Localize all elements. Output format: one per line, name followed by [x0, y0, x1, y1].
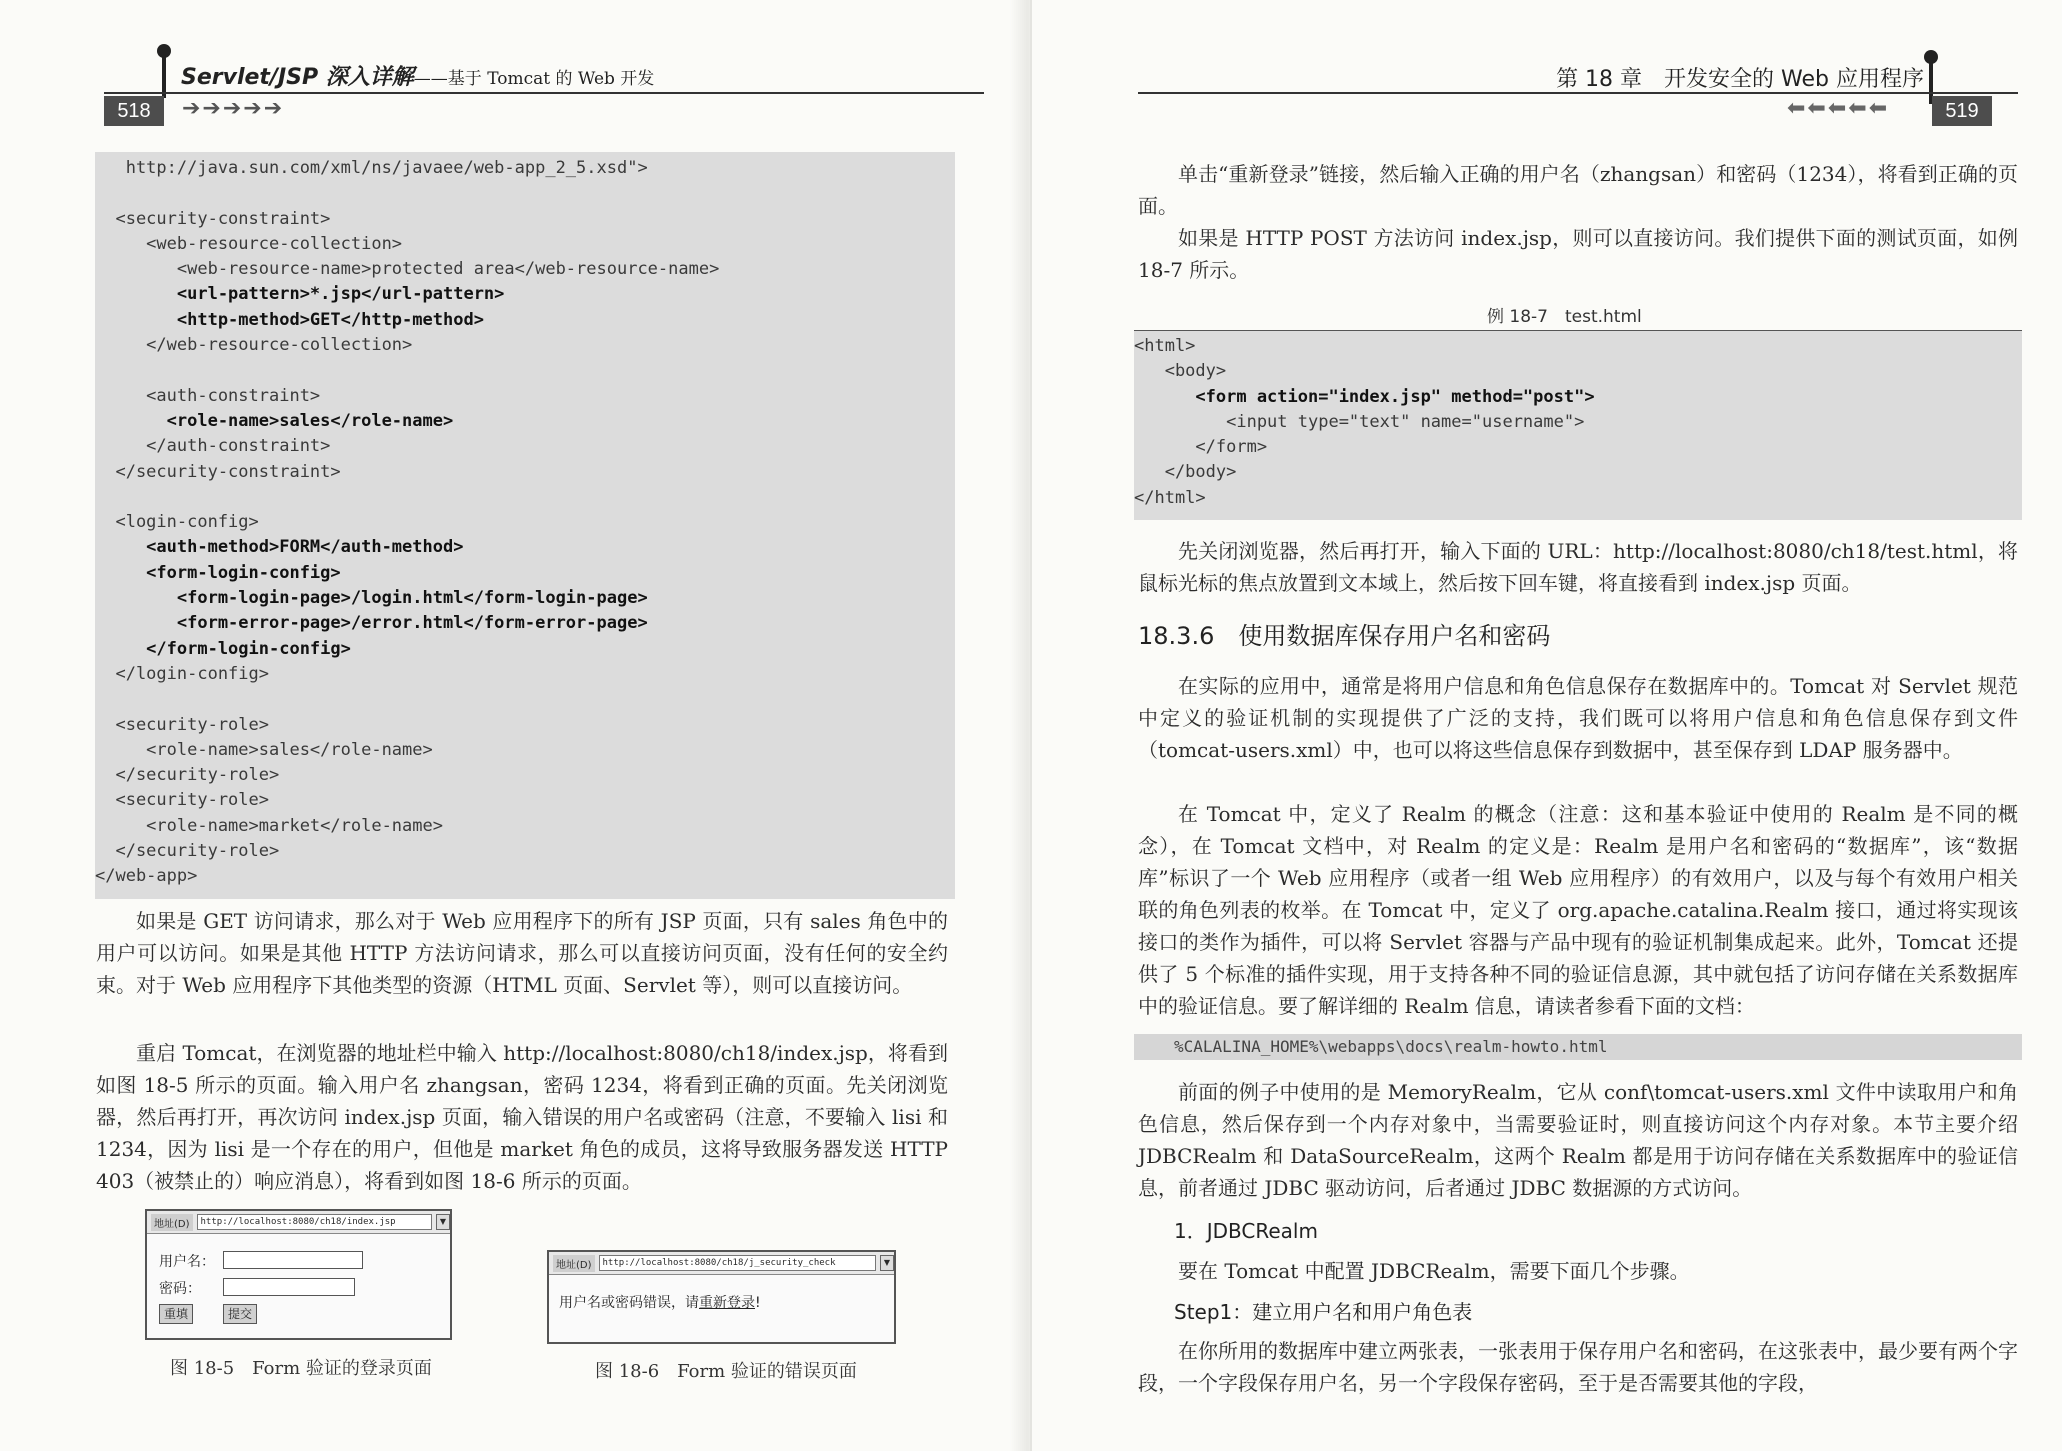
- book-title: Servlet/JSP 深入详解: [181, 65, 414, 90]
- header-pin-icon: [162, 50, 166, 98]
- password-input[interactable]: [223, 1278, 355, 1296]
- error-text-end: !: [755, 1295, 761, 1311]
- address-bar: [147, 1211, 450, 1234]
- paragraph-memory-realm: 前面的例子中使用的是 MemoryRealm，它从 conf\tomcat-users.xml 文件中读取用户和角色信息，然后保存到一个内存对象中，当需要验证时，则直接访问这个内存对象。本节主要介绍 JDBCRealm 和 DataSourceRealm，这两个 Realm 都是用于访问存储在关系数据库中的验证信息，前者通过 JDBC 驱动访问，后者通过 JDBC 数据源的方式访问。: [1138, 1080, 2018, 1200]
- section-title-18-3-6: 18.3.6 使用数据库保存用户名和密码: [1138, 622, 1551, 650]
- code-line: <http-method>GET</http-method>: [95, 309, 484, 330]
- figure-18-5-caption: 图 18-5 Form 验证的登录页面: [170, 1358, 432, 1379]
- code-line: <input type="text" name="username">: [1134, 411, 1585, 432]
- figure-18-6-caption: 图 18-6 Form 验证的错误页面: [595, 1361, 857, 1382]
- relogin-link[interactable]: 重新登录: [699, 1295, 755, 1311]
- code-line: </body>: [1134, 462, 1237, 483]
- code-line: <auth-constraint>: [95, 385, 321, 406]
- code-line: <role-name>market</role-name>: [95, 815, 443, 836]
- address-url[interactable]: http://localhost:8080/ch18/index.jsp: [197, 1214, 432, 1230]
- code-line: </login-config>: [95, 663, 269, 684]
- left-arrows-icon: ➔➔➔➔➔: [182, 96, 285, 121]
- left-header-rule: [104, 92, 984, 94]
- address-label: 地址(D): [553, 1255, 595, 1272]
- code-line: http://java.sun.com/xml/ns/javaee/web-app_2_5.xsd">: [95, 158, 648, 178]
- left-page: [0, 0, 1030, 1451]
- code-line: <auth-method>FORM</auth-method>: [95, 537, 464, 558]
- code-line: <security-role>: [95, 714, 269, 735]
- code-line: <form-login-config>: [95, 562, 341, 583]
- web-xml-code-block: [95, 152, 955, 899]
- code-line: </form>: [1134, 437, 1268, 458]
- reset-button[interactable]: 重填: [159, 1304, 193, 1324]
- code-line: </web-resource-collection>: [95, 335, 413, 356]
- code-line: <login-config>: [95, 512, 259, 533]
- paragraph-get-access: 如果是 GET 访问请求，那么对于 Web 应用程序下的所有 JSP 页面，只有 sales 角色中的用户可以访问。如果是其他 HTTP 方法访问请求，那么可以直接访问页面，没有任何的安全约束。对于 Web 应用程序下其他类型的资源（HTML 页面、Servlet 等），则可以直接访问。: [96, 909, 948, 997]
- book-subtitle: ——基于 Tomcat 的 Web 开发: [413, 69, 655, 89]
- right-header-rule: [1138, 92, 2018, 94]
- code-line: <form-error-page>/error.html</form-error-page>: [95, 613, 648, 634]
- paragraph-test-url: 先关闭浏览器，然后再打开，输入下面的 URL：http://localhost:8080/ch18/test.html，将鼠标光标的焦点放置到文本域上，然后按下回车键，将直接看到 index.jsp 页面。: [1138, 539, 2018, 595]
- right-arrows-icon: ⬅⬅⬅⬅⬅: [1787, 96, 1890, 121]
- paragraph-restart-tomcat: 重启 Tomcat，在浏览器的地址栏中输入 http://localhost:8080/ch18/index.jsp，将看到如图 18-5 所示的页面。输入用户名 zhangsan，密码 1234，将看到正确的页面。先关闭浏览器，然后再打开，再次访问 index.jsp 页面，输入错误的用户名或密码（注意，不要输入 lisi 和 1234，因为 lisi 是一个存在的用户，但他是 market 角色的成员，这将导致服务器发送 HTTP 403（被禁止的）响应消息），将看到如图 18-6 所示的页面。: [96, 1041, 948, 1193]
- code-line: <web-resource-name>protected area</web-resource-name>: [95, 259, 720, 280]
- example-18-7-caption: 例 18-7 test.html: [1487, 307, 1642, 327]
- code-line: </security-role>: [95, 841, 280, 862]
- left-running-header: [181, 60, 654, 91]
- code-line: [95, 687, 955, 712]
- code-line: </security-role>: [95, 765, 280, 786]
- code-line: [95, 181, 955, 206]
- step1-heading: Step1：建立用户名和用户角色表: [1174, 1300, 1473, 1324]
- test-html-code-block: [1134, 330, 2022, 520]
- code-line: [95, 358, 955, 383]
- code-line: <security-constraint>: [95, 208, 331, 229]
- figure-error-page: [547, 1250, 896, 1344]
- address-url[interactable]: http://localhost:8080/ch18/j_security_check: [599, 1255, 876, 1271]
- code-line: [95, 485, 955, 510]
- dropdown-arrow-icon[interactable]: ▼: [880, 1255, 894, 1271]
- right-page-number: 519: [1932, 96, 1992, 126]
- password-label: 密码：: [159, 1281, 201, 1297]
- address-bar: [549, 1252, 894, 1275]
- paragraph-realm-concept: 在 Tomcat 中，定义了 Realm 的概念（注意：这和基本验证中使用的 Realm 是不同的概念），在 Tomcat 文档中，对 Realm 的定义是：Realm 是用户名和密码的“数据库”，该“数据库”标识了一个 Web 应用程序（或者一组 Web 应用程序）的有效用户，以及与每个有效用户相关联的角色列表的枚举。在 Tomcat 中，定义了 org.apache.catalina.Realm 接口，通过将实现该接口的类作为插件，可以将 Servlet 容器与产品中现有的验证机制集成起来。此外，Tomcat 还提供了 5 个标准的插件实现，用于支持各种不同的验证信息源，其中就包括了访问存储在关系数据库中的验证信息。要了解详细的 Realm 信息，请读者参看下面的文档：: [1138, 802, 2018, 1018]
- code-line: <security-role>: [95, 790, 269, 811]
- error-text: 用户名或密码错误，请: [559, 1295, 699, 1311]
- code-line: <role-name>sales</role-name>: [95, 739, 433, 760]
- username-label: 用户名：: [159, 1254, 215, 1270]
- right-running-header: 第 18 章 开发安全的 Web 应用程序: [1556, 67, 1924, 92]
- left-page-number: 518: [104, 96, 164, 126]
- paragraph-database-storage: 在实际的应用中，通常是将用户信息和角色信息保存在数据库中的。Tomcat 对 Servlet 规范中定义的验证机制的实现提供了广泛的支持，我们既可以将用户信息和角色信息保存到文件（tomcat-users.xml）中，也可以将这些信息保存到数据中，甚至保存到 LDAP 服务器中。: [1138, 674, 2018, 762]
- code-line: <form action="index.jsp" method="post">: [1134, 386, 1595, 407]
- right-page: [1030, 0, 2062, 1451]
- code-line: <body>: [1134, 361, 1227, 382]
- figure-login-page: [145, 1209, 452, 1340]
- code-line: <form-login-page>/login.html</form-login-page>: [95, 588, 648, 609]
- address-label: 地址(D): [151, 1214, 193, 1231]
- code-line: </form-login-config>: [95, 638, 351, 659]
- code-line: </web-app>: [95, 866, 198, 887]
- dropdown-arrow-icon[interactable]: ▼: [436, 1214, 450, 1230]
- subsection-jdbcrealm: 1．JDBCRealm: [1174, 1219, 1318, 1243]
- paragraph-create-tables: 在你所用的数据库中建立两张表，一张表用于保存用户名和密码，在这张表中，最少要有两个字段，一个字段保存用户名，另一个字段保存密码，至于是否需要其他的字段，: [1138, 1339, 2018, 1395]
- code-line: <web-resource-collection>: [95, 233, 403, 254]
- code-line: </security-constraint>: [95, 461, 341, 482]
- paragraph-jdbcrealm-steps: 要在 Tomcat 中配置 JDBCRealm，需要下面几个步骤。: [1178, 1259, 1690, 1283]
- paragraph-http-post: 如果是 HTTP POST 方法访问 index.jsp，则可以直接访问。我们提供下面的测试页面，如例 18-7 所示。: [1138, 226, 2018, 282]
- code-line: </auth-constraint>: [95, 436, 331, 457]
- username-input[interactable]: [223, 1251, 363, 1269]
- code-line: <html>: [1134, 336, 1196, 356]
- paragraph-relogin: 单击“重新登录”链接，然后输入正确的用户名（zhangsan）和密码（1234），将看到正确的页面。: [1138, 162, 2018, 218]
- code-line: <url-pattern>*.jsp</url-pattern>: [95, 284, 505, 305]
- code-line: <role-name>sales</role-name>: [95, 410, 454, 431]
- realm-howto-path: %CALALINA_HOME%\webapps\docs\realm-howto.html: [1134, 1034, 2022, 1060]
- submit-button[interactable]: 提交: [223, 1304, 257, 1324]
- code-line: </html>: [1134, 487, 1206, 508]
- error-message: [559, 1292, 761, 1312]
